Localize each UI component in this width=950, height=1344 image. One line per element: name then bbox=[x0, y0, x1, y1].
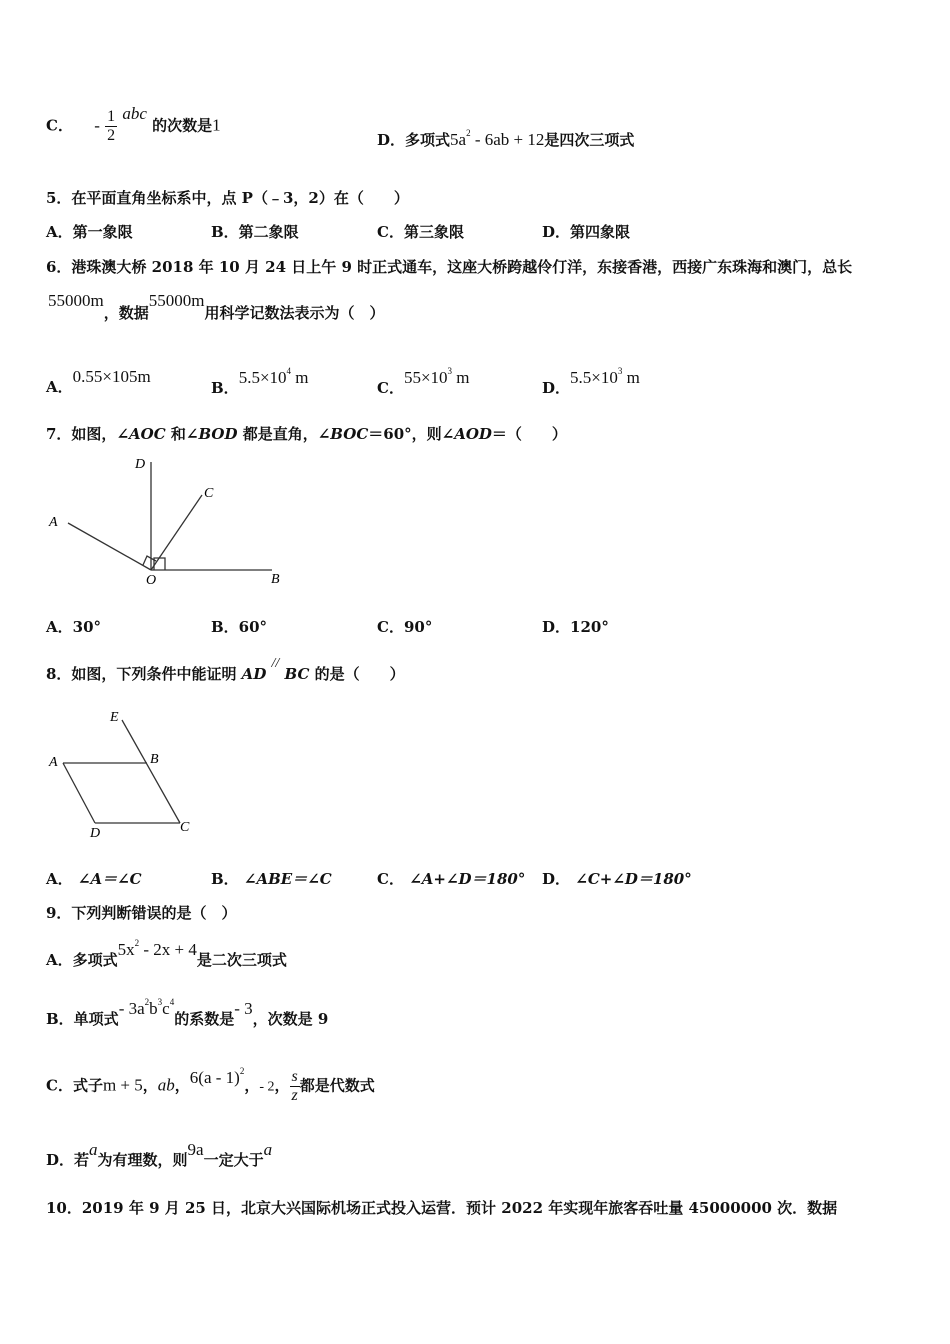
q6-option-c: C．$55\times 10^3$ m bbox=[377, 366, 470, 397]
q4-c-fraction: $\frac{1}{2}$ bbox=[107, 108, 116, 144]
q5-option-a: A．第一象限 bbox=[46, 223, 133, 241]
q4-option-c: C． - $\frac{1}{2}$ abc 的次数是1 bbox=[46, 103, 221, 144]
q7-figure bbox=[40, 450, 300, 590]
q7-label-a: A bbox=[49, 515, 58, 530]
q6-stem-line2: 55000m，数据55000m用科学记数法表示为（ ） bbox=[48, 291, 385, 322]
q8-stem: 8．如图，下列条件中能证明 AD // BC 的是（ ） bbox=[46, 656, 405, 683]
q7-label-o: O bbox=[146, 573, 157, 588]
q8-label-b: B bbox=[150, 752, 159, 767]
q8-option-c: C． ∠A+∠D＝180° bbox=[377, 870, 526, 888]
q4-d-expr: $5a^2 - 6ab + 12$ bbox=[450, 128, 545, 149]
q8-label-d: D bbox=[90, 826, 101, 841]
q5-option-d: D．第四象限 bbox=[542, 223, 631, 241]
q9-option-d: D．若a为有理数，则9a一定大于a bbox=[46, 1140, 273, 1169]
q9-stem: 9．下列判断错误的是（ ） bbox=[46, 904, 237, 922]
q7-label-c: C bbox=[204, 486, 214, 501]
q6-option-b: B．$5.5\times 10^4$ m bbox=[211, 366, 309, 397]
q8-line-ebc bbox=[122, 720, 180, 823]
q4-c-var: abc bbox=[122, 103, 147, 123]
q8-label-e: E bbox=[110, 710, 119, 725]
q9-option-a: A．多项式$5x^2 - 2x + 4$是二次三项式 bbox=[46, 938, 287, 969]
q6-option-a: A．0.55×105m bbox=[46, 367, 151, 396]
q8-label-c: C bbox=[180, 820, 190, 835]
q5-option-b: B．第二象限 bbox=[211, 223, 299, 241]
q7-option-d: D．120° bbox=[542, 618, 609, 636]
q8-option-d: D． ∠C+∠D＝180° bbox=[542, 870, 692, 888]
q4-option-d: D．多项式$5a^2 - 6ab + 12$是四次三项式 bbox=[377, 128, 635, 149]
q9-option-b: B．单项式- $3a^2b^3c^4$的系数是- 3，次数是 9 bbox=[46, 997, 329, 1028]
q7-stem: 7．如图，∠AOC 和∠BOD 都是直角，∠BOC＝60°，则∠AOD＝（ ） bbox=[46, 425, 567, 443]
q4-c-minus: - bbox=[94, 115, 100, 135]
q9-option-c: C．式子m + 5，ab，6(a - 1)$^2$，- 2， $\frac{s}{z}$ 都是代数式 bbox=[46, 1065, 375, 1104]
q8-option-b: B． ∠ABE＝∠C bbox=[211, 870, 332, 888]
q8-option-a: A． ∠A＝∠C bbox=[46, 870, 142, 888]
q7-ray-oc bbox=[151, 495, 202, 570]
q6-stem: 6．港珠澳大桥 2018 年 10 月 24 日上午 9 时正式通车，这座大桥跨越伶仃洋，东接香港，西接广东珠海和澳门，总长 bbox=[46, 258, 853, 276]
q7-label-b: B bbox=[271, 572, 280, 587]
q10-stem: 10．2019 年 9 月 25 日，北京大兴国际机场正式投入运营．预计 2022 年实现年旅客吞吐量 45000000 次．数据 bbox=[46, 1199, 838, 1217]
q7-option-b: B．60° bbox=[211, 618, 268, 636]
q7-ray-oa bbox=[68, 523, 151, 570]
q9-c-fraction: $\frac{s}{z}$ bbox=[291, 1068, 298, 1104]
q7-option-c: C．90° bbox=[377, 618, 433, 636]
q5-stem: 5．在平面直角坐标系中，点 P（﹣3，2）在（ ） bbox=[46, 189, 409, 207]
q5-option-c: C．第三象限 bbox=[377, 223, 464, 241]
q8-label-a: A bbox=[49, 755, 58, 770]
q7-option-a: A．30° bbox=[46, 618, 102, 636]
q8-figure bbox=[40, 700, 220, 845]
q7-label-d: D bbox=[135, 457, 146, 472]
q6-option-d: D．$5.5\times 10^3$ m bbox=[542, 366, 640, 397]
q8-side-ad bbox=[63, 763, 95, 823]
